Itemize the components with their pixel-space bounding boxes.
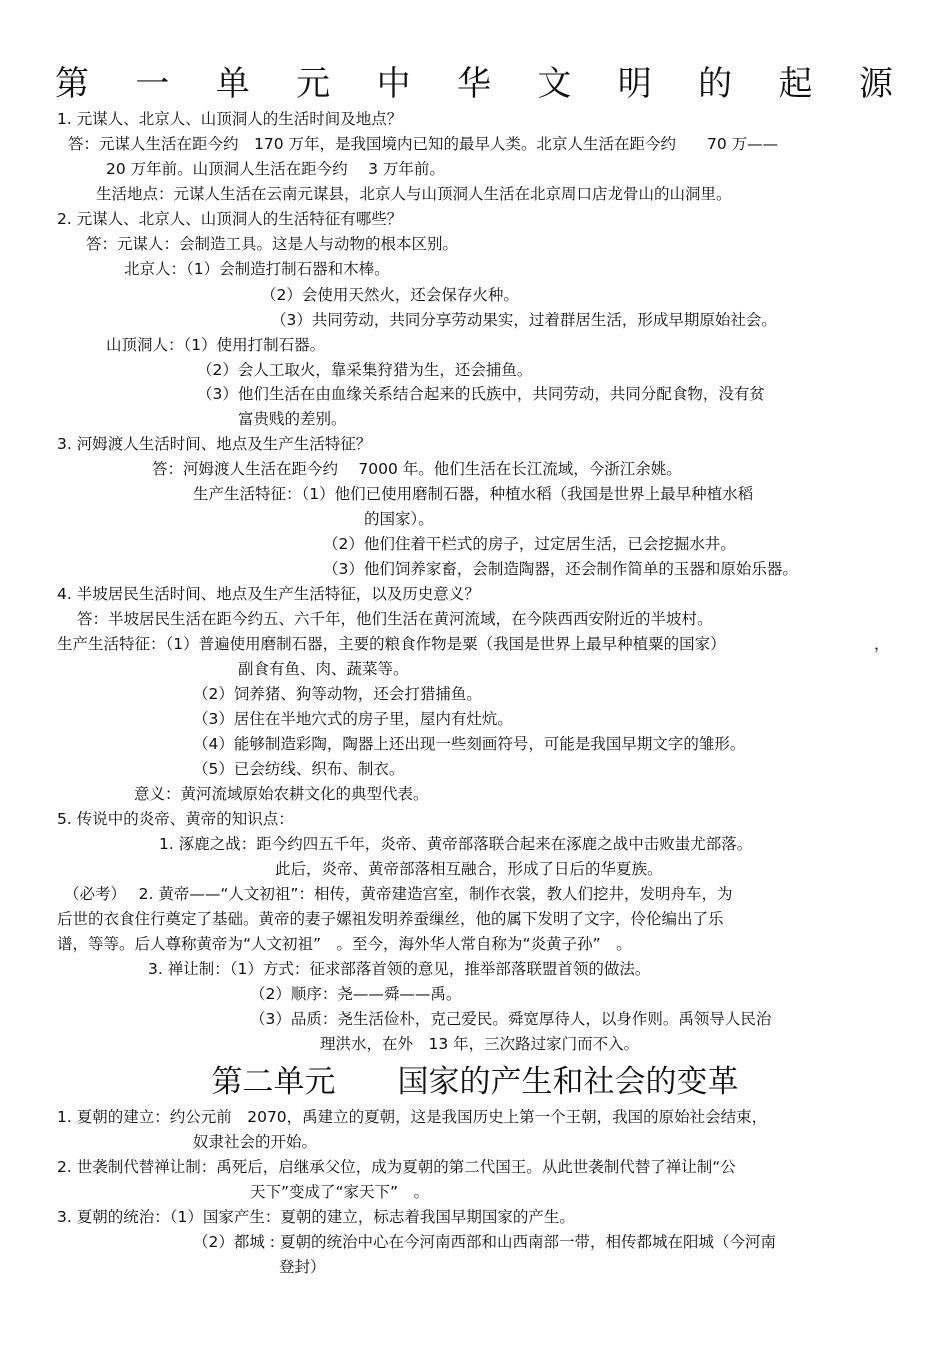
unit2-point-2: 2. 世袭制代替禅让制：禹死后，启继承父位，成为夏朝的第二代国王。从此世袭制代替了禅让制“公 xyxy=(57,1158,736,1176)
unit1-title xyxy=(55,62,893,106)
answer-line: （必考） 2. 黄帝——“人文初祖”：相传，黄帝建造宫室，制作衣裳，教人们挖井，发明舟车，为 xyxy=(64,885,733,903)
answer-line: （2）会使用天然火，还会保存火种。 xyxy=(261,286,519,304)
answer-line: （2）都城 : 夏朝的统治中心在今河南西部和山西南部一带，相传都城在阳城（今河南 xyxy=(193,1233,776,1251)
answer-line: 1. 涿鹿之战：距今约四五千年，炎帝、黄帝部落联合起来在涿鹿之战中击败蚩尤部落。 xyxy=(159,835,753,853)
answer-line: 理洪水，在外 13 年，三次路过家门而不入。 xyxy=(320,1035,640,1053)
answer-line: 生产生活特征：（1）普遍使用磨制石器，主要的粮食作物是粟（我国是世界上最早种植粟的国家） xyxy=(57,635,726,653)
title-char: 明 xyxy=(617,64,652,104)
answer-line: 20 万年前。山顶洞人生活在距今约 3 万年前。 xyxy=(106,160,445,178)
trailing-comma: ， xyxy=(874,635,890,653)
answer-line: （5）已会纺线、织布、制衣。 xyxy=(193,760,405,778)
answer-line: （3）他们饲养家畜，会制造陶器，还会制作简单的玉器和原始乐器。 xyxy=(323,560,798,578)
answer-line: （4）能够制造彩陶，陶器上还出现一些刻画符号，可能是我国早期文字的雏形。 xyxy=(193,735,746,753)
title-char: 的 xyxy=(698,64,733,104)
question-3: 3. 河姆渡人生活时间、地点及生产生活特征？ xyxy=(57,435,372,453)
answer-line: 的国家）。 xyxy=(364,510,434,528)
title-char: 元 xyxy=(296,64,331,104)
answer-line: （2）他们住着干栏式的房子，过定居生活，已会挖掘水井。 xyxy=(323,535,736,553)
title-char: 起 xyxy=(778,64,813,104)
answer-line: 生活地点：元谋人生活在云南元谋县，北京人与山顶洞人生活在北京周口店龙骨山的山洞里。 xyxy=(96,185,732,203)
answer-line: （2）顺序：尧——舜——禹。 xyxy=(250,985,462,1003)
answer-line: 登封） xyxy=(279,1258,326,1276)
unit2-point-1: 1. 夏朝的建立：约公元前 2070，禹建立的夏朝，这是我国历史上第一个王朝，我国的原始社会结束， xyxy=(57,1108,768,1126)
answer-line: 答：元谋人：会制造工具。这是人与动物的根本区别。 xyxy=(86,235,459,253)
answer-line: （2）会人工取火，靠采集狩猎为生，还会捕鱼。 xyxy=(197,361,533,379)
answer-line: 生产生活特征：（1）他们已使用磨制石器，种植水稻（我国是世界上最早种植水稻 xyxy=(193,485,754,503)
answer-line: 奴隶社会的开始。 xyxy=(193,1133,318,1151)
unit2-title: 第二单元 国家的产生和社会的变革 xyxy=(211,1064,739,1100)
title-char: 中 xyxy=(376,64,411,104)
unit2-point-3: 3. 夏朝的统治：（1）国家产生：夏朝的建立，标志着我国早期国家的产生。 xyxy=(57,1208,575,1226)
answer-line: 后世的衣食住行奠定了基础。黄帝的妻子嫘祖发明养蚕缫丝，他的属下发明了文字，伶伦编出了乐 xyxy=(57,910,724,928)
title-char: 华 xyxy=(456,64,491,104)
question-5: 5. 传说中的炎帝、黄帝的知识点： xyxy=(57,810,294,828)
answer-line: （3）他们生活在由血缘关系结合起来的氏族中，共同劳动，共同分配食物，没有贫 xyxy=(197,385,765,403)
title-char: 一 xyxy=(135,64,170,104)
title-char: 第 xyxy=(55,64,89,104)
answer-line: （3）居住在半地穴式的房子里，屋内有灶炕。 xyxy=(193,710,513,728)
title-char: 文 xyxy=(537,64,572,104)
answer-line: 天下”变成了“家天下” 。 xyxy=(250,1183,430,1201)
answer-line: 此后，炎帝、黄帝部落相互融合，形成了日后的华夏族。 xyxy=(275,860,663,878)
answer-line: 山顶洞人：（1）使用打制石器。 xyxy=(106,336,326,354)
answer-line: 北京人：（1）会制造打制石器和木棒。 xyxy=(124,260,390,278)
question-1: 1. 元谋人、北京人、山顶洞人的生活时间及地点？ xyxy=(57,110,403,128)
question-4: 4. 半坡居民生活时间、地点及生产生活特征，以及历史意义？ xyxy=(57,585,480,603)
answer-line: （3）共同劳动，共同分享劳动果实，过着群居生活，形成早期原始社会。 xyxy=(271,311,777,329)
answer-line: 答：河姆渡人生活在距今约 7000 年。他们生活在长江流域，今浙江余姚。 xyxy=(152,460,682,478)
answer-line: 富贵贱的差别。 xyxy=(238,410,347,428)
answer-line: 答：半坡居民生活在距今约五、六千年，他们生活在黄河流域，在今陕西西安附近的半坡村。 xyxy=(77,610,713,628)
answer-line: 意义：黄河流域原始农耕文化的典型代表。 xyxy=(134,785,429,803)
answer-line: （3）品质：尧生活俭朴，克己爱民。舜宽厚待人，以身作则。禹领导人民治 xyxy=(250,1010,772,1028)
title-char: 单 xyxy=(215,64,250,104)
answer-line: （2）饲养猪、狗等动物，还会打猎捕鱼。 xyxy=(193,685,482,703)
answer-line: 答：元谋人生活在距今约 170 万年，是我国境内已知的最早人类。北京人生活在距今约 70 万—— xyxy=(68,135,779,153)
question-2: 2. 元谋人、北京人、山顶洞人的生活特征有哪些？ xyxy=(57,210,403,228)
title-char: 源 xyxy=(858,64,893,104)
answer-line: 3. 禅让制：（1）方式：征求部落首领的意见，推举部落联盟首领的做法。 xyxy=(148,960,651,978)
answer-line: 副食有鱼、肉、蔬菜等。 xyxy=(238,660,409,678)
answer-line: 谱，等等。后人尊称黄帝为“人文初祖” 。至今，海外华人常自称为“炎黄子孙” 。 xyxy=(57,935,632,953)
